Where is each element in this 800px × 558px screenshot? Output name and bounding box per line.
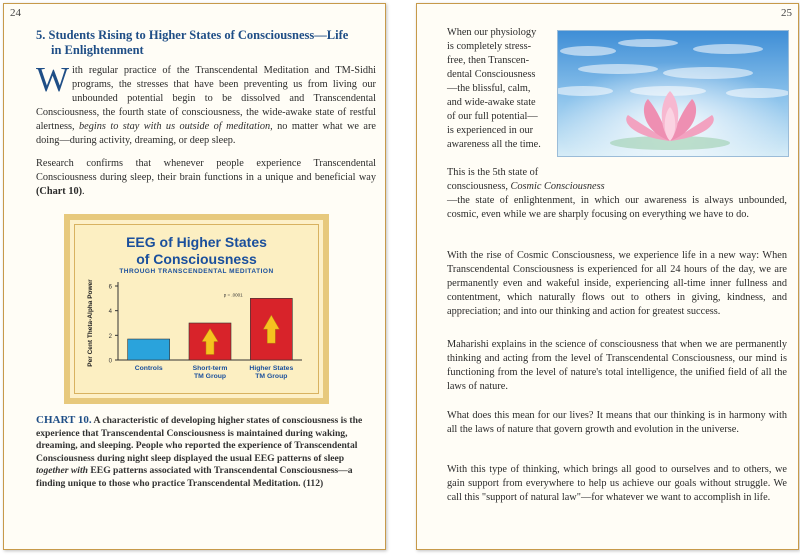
category-label: TM Group <box>193 373 227 380</box>
chart-title-line2: of Consciousness <box>136 251 257 267</box>
column-line: awareness all the time. <box>447 139 541 150</box>
column-line: When our physiology <box>447 27 537 38</box>
right-page <box>416 3 799 550</box>
y-tick-label: 6 <box>108 284 112 291</box>
column-line: is completely stress- <box>447 41 532 52</box>
page-number-left: 24 <box>10 7 21 19</box>
left-page <box>3 3 386 550</box>
chart-reference: (Chart 10) <box>36 186 83 197</box>
paragraph-meaning: What does this mean for our lives? It means that our thinking is in harmony with all the laws of nature that govern growth and evolution in the universe. <box>447 410 787 435</box>
page-number-right: 25 <box>781 7 792 19</box>
category-label: Controls <box>134 365 163 372</box>
y-axis-label: Per Cent Theta-Alpha Power <box>87 279 94 367</box>
y-tick-label: 0 <box>108 358 112 365</box>
lotus-flower-icon <box>558 31 788 156</box>
paragraph-fifth-state: —the state of enlightenment, in which our awareness is always unbounded, cosmic, even while we are sharply focusing on everything we have to do. <box>447 195 787 220</box>
chart-subtitle: THROUGH TRANSCENDENTAL MEDITATION <box>119 268 274 275</box>
column-line: of our full potential— <box>447 111 538 122</box>
chart-title-line1: EEG of Higher States <box>126 234 267 250</box>
paragraph-fifth-state-start: This is the 5th state of consciousness, Cosmic Consciousness <box>447 167 605 192</box>
chart-plot <box>70 220 323 398</box>
y-tick-label: 4 <box>108 309 112 316</box>
y-tick-label: 2 <box>108 333 112 340</box>
column-line: dental Consciousness <box>447 69 536 80</box>
drop-cap: W <box>36 60 70 99</box>
column-line: —the blissful, calm, <box>447 83 531 94</box>
eeg-chart <box>64 214 329 404</box>
paragraph-support: With this type of thinking, which brings all good to ourselves and to others, we gain support from everywhere to help us achieve our goals without struggle. We call this "support of natural law"—for whatever we want to accomplish in life. <box>447 464 787 503</box>
column-line: free, then Transcen- <box>447 55 530 66</box>
category-label: Higher States <box>249 365 294 372</box>
category-label: Short-term <box>192 365 228 372</box>
caption-emphasis: together with <box>36 465 88 477</box>
emphasis-text: begins to stay with us outside of meditation, <box>79 121 273 132</box>
narrow-column-text <box>447 26 557 152</box>
section-heading: 5. Students Rising to Higher States of Consciousness—Life in Enlightenment <box>36 28 349 57</box>
lotus-sky-image <box>557 30 789 157</box>
bar-1 <box>128 339 170 360</box>
p-value-annotation: p = .0001 <box>223 292 243 298</box>
paragraph-research: Research confirms that whenever people experience Transcendental Consciousness during sleep, their brain functions in a unique and beneficial way (Chart 10). <box>36 158 376 197</box>
category-label: TM Group <box>255 373 288 380</box>
caption-label: CHART 10. <box>36 414 92 426</box>
paragraph-maharishi: Maharishi explains in the science of consciousness that when we are permanently thinking and acting from the level of Transcendental Consciousness, our mind is functioning from the level of nature's total intelligence, the unified field of all the laws of nature. <box>447 339 787 392</box>
chart-caption: CHART 10. A characteristic of developing higher states of consciousness is the experience that Transcendental Consciousness is maintained during waking, dreaming, and sleeping. People who reported the experience of Transcendental Consciousness during night sleep displayed the usual EEG patterns of sleep together with EEG patterns associated with Transcendental Consciousness—a finding unique to those who practice Transcendental Meditation. (112) <box>36 414 363 489</box>
cosmic-consciousness-term: Cosmic Consciousness <box>510 181 605 192</box>
paragraph-intro: With regular practice of the Transcendental Meditation and TM-Sidhi programs, the stresses that have been preventing us from living our unbounded potential begin to be dissolved and Transcendental Consciousness, the fourth state of consciousness, the wide-awake state of restful alertness, begins to stay with us outside of meditation, no matter what we are doing—during activity, dreaming, or deep sleep. <box>36 60 376 146</box>
column-line: and wide-awake state <box>447 97 536 108</box>
column-line: is experienced in our <box>447 125 534 136</box>
paragraph-new-way: With the rise of Cosmic Consciousness, we experience life in a new way: When Transcendental Consciousness is experienced for all 24 hours of the day, we are permanently even and wakeful inside, experiencing all-time inner fullness and contentment, which naturally flows out to others in giving, kindness, and appreciation; and into our thinking and action for greatest success. <box>447 250 787 317</box>
